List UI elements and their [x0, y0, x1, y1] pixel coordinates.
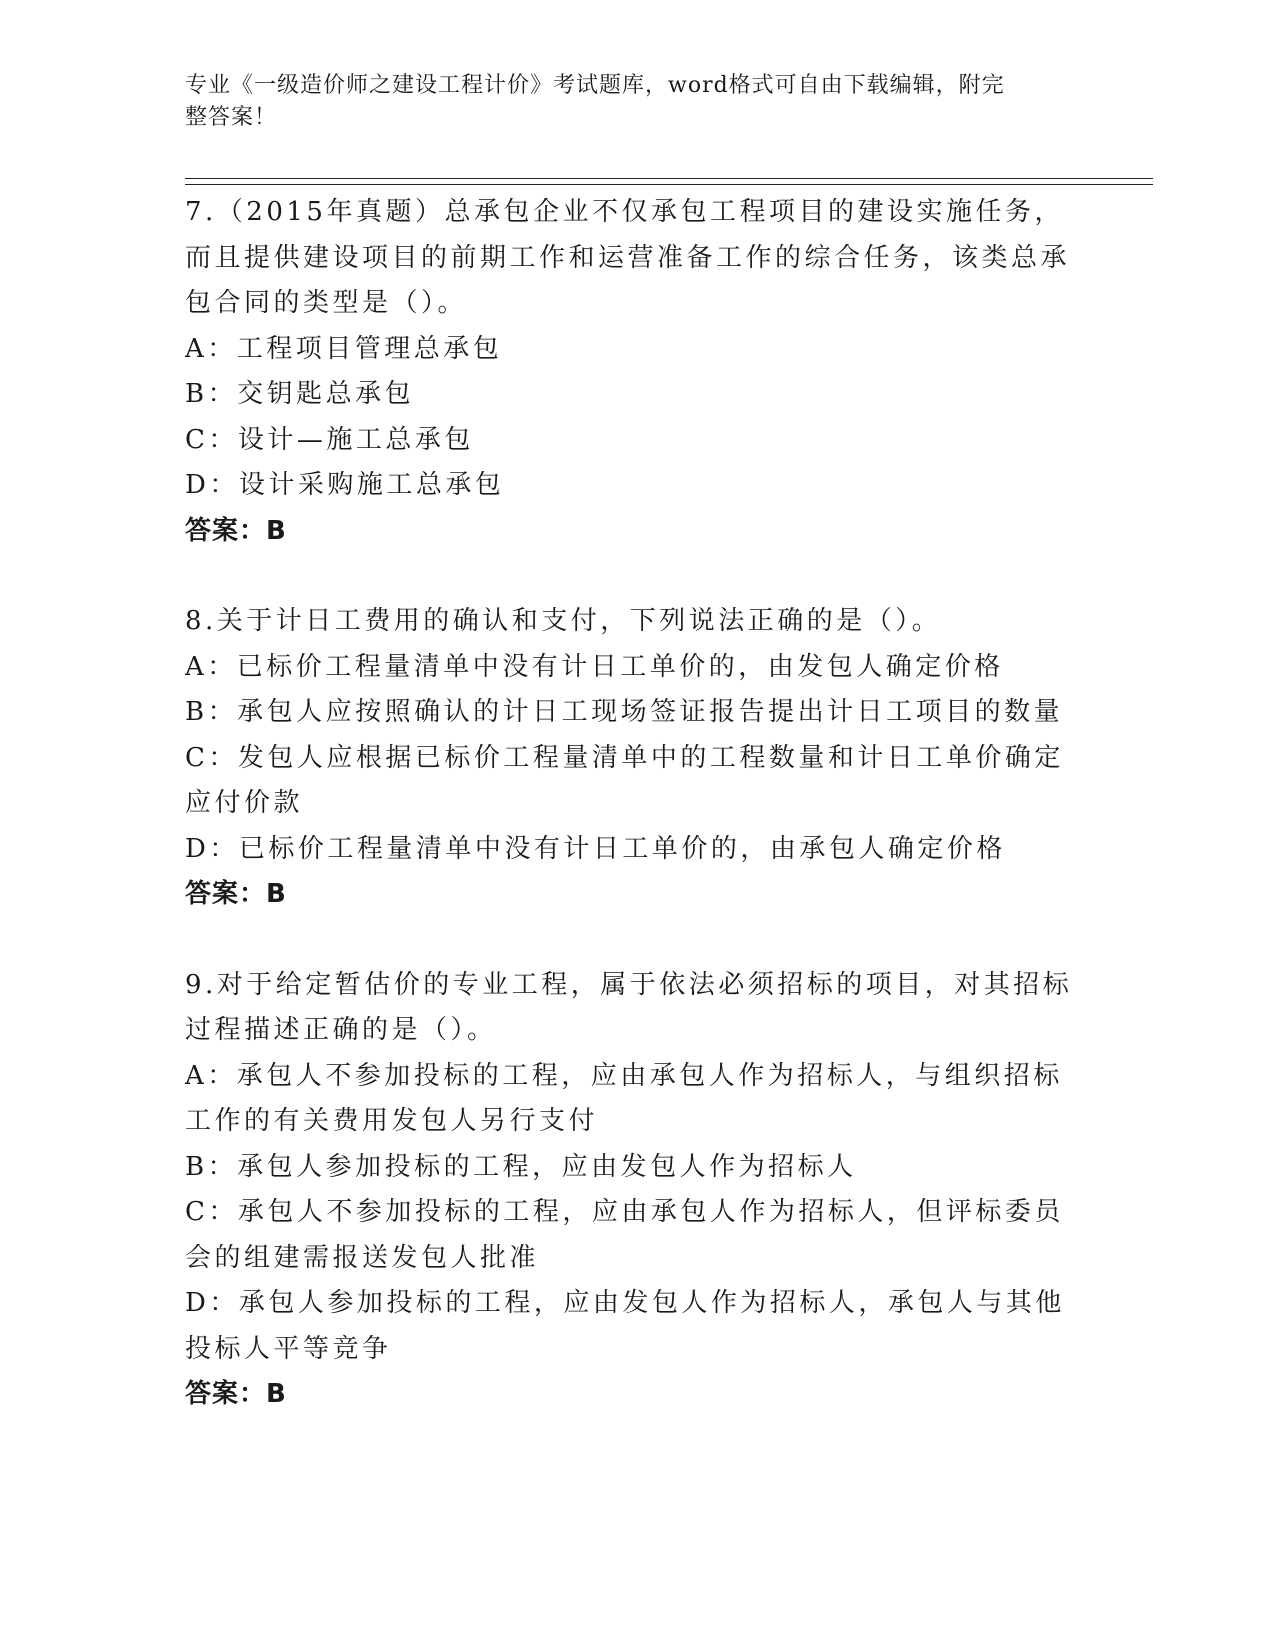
- option-a: A：承包人不参加投标的工程，应由承包人作为招标人，与组织招标工作的有关费用发包人另行支付: [185, 1060, 1063, 1136]
- header-divider-top: [185, 178, 1153, 179]
- option-b: B：交钥匙总承包: [185, 379, 415, 409]
- question-stem: 9.对于给定暂估价的专业工程，属于依法必须招标的项目，对其招标过程描述正确的是（）。: [185, 969, 1073, 1045]
- header-line-1: 专业《一级造价师之建设工程计价》考试题库，word格式可自由下载编辑，附完: [185, 73, 1005, 98]
- option-d: D：已标价工程量清单中没有计日工单价的，由承包人确定价格: [185, 833, 1006, 864]
- option-c: C：发包人应根据已标价工程量清单中的工程数量和计日工单价确定应付价款: [185, 742, 1064, 818]
- question-8: [185, 599, 1075, 918]
- option-a: A：工程项目管理总承包: [185, 333, 503, 364]
- answer-label: 答案：B: [185, 1379, 287, 1409]
- option-c: C：承包人不参加投标的工程，应由承包人作为招标人，但评标委员会的组建需报送发包人批准: [185, 1197, 1064, 1273]
- header-divider-bottom: [185, 184, 1153, 185]
- question-list: [185, 190, 1075, 1463]
- question-7: [185, 190, 1075, 554]
- answer-label: 答案：B: [185, 879, 287, 909]
- option-d: D：承包人参加投标的工程，应由发包人作为招标人，承包人与其他投标人平等竞争: [185, 1288, 1065, 1364]
- option-b: B：承包人应按照确认的计日工现场签证报告提出计日工项目的数量: [185, 697, 1064, 727]
- document-header: [185, 70, 1065, 134]
- question-9: [185, 963, 1075, 1418]
- option-c: C：设计—施工总承包: [185, 424, 474, 455]
- question-stem: 7.（2015年真题）总承包企业不仅承包工程项目的建设实施任务，而且提供建设项目的前期工作和运营准备工作的综合任务，该类总承包合同的类型是（）。: [185, 197, 1071, 318]
- option-d: D：设计采购施工总承包: [185, 470, 505, 500]
- option-b: B：承包人参加投标的工程，应由发包人作为招标人: [185, 1151, 857, 1182]
- header-line-2: 整答案！: [185, 105, 278, 130]
- answer-label: 答案：B: [185, 515, 287, 546]
- question-stem: 8.关于计日工费用的确认和支付，下列说法正确的是（）。: [185, 606, 942, 636]
- option-a: A：已标价工程量清单中没有计日工单价的，由发包人确定价格: [185, 651, 1004, 682]
